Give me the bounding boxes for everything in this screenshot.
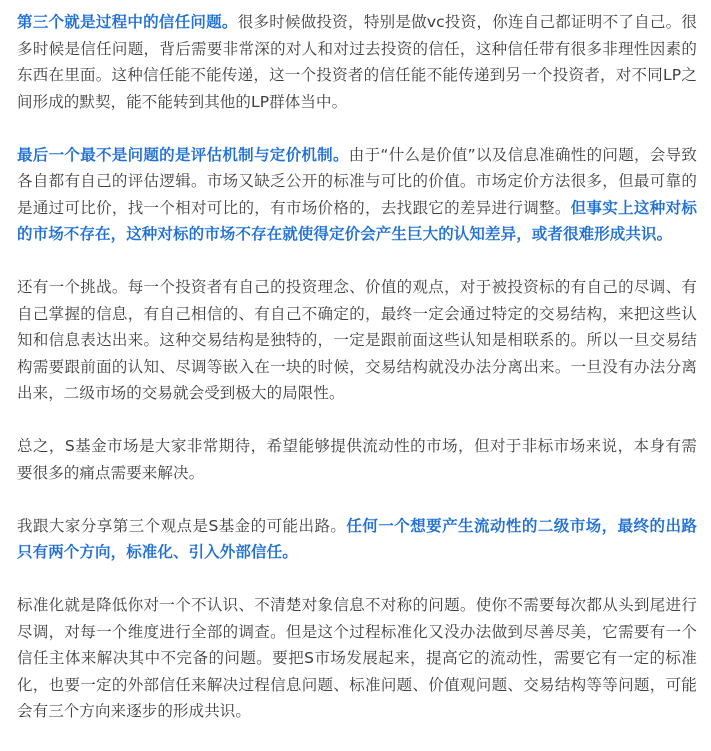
body-text: 总之，S基金市场是大家非常期待，希望能够提供流动性的市场，但对于非标市场来说，本身有需要很多的痛点需要来解决。 [17,437,697,482]
body-text: 由于“什么是价值”以及信息准确性的问题，会导致各自都有自己的评估逻辑。市场又缺乏公开的标准与可比的价值。市场定价方法很多，但最可靠的是通过可比价，找一个相对可比的，有市场价格的，去找跟它的差异进行调整。 [17,145,697,217]
body-text: 还有一个挑战。每一个投资者有自己的投资理念、价值的观点，对于被投资标的有自己的尽调、有自己掌握的信息，有自己相信的、有自己不确定的，最终一定会通过特定的交易结构，来把这些认知和信息表达出来。这种交易结构是独特的，一定是跟前面这些认知是相联系的。所以一旦交易结构需要跟前面的认知、尽调等嵌入在一块的时候，交易结构就没办法分离出来。一旦没有办法分离出来，二级市场的交易就会受到极大的局限性。 [17,278,697,402]
paragraph-another-challenge [17,274,697,407]
paragraph-third-viewpoint [17,513,697,566]
highlighted-text: 最后一个最不是问题的是评估机制与定价机制。 [17,145,349,164]
paragraph-trust-issue [17,9,697,115]
article-body [17,9,697,751]
highlighted-text: 第三个就是过程中的信任问题。 [17,13,238,31]
body-text: 我跟大家分享第三个观点是S基金的可能出路。 [17,516,347,535]
highlighted-text: 但事实上这种对标的市场不存在，这种对标的市场不存在就使得定价会产生巨大的认知差异，或者很难形成共识。 [17,198,697,243]
paragraph-summary [17,433,697,486]
paragraph-valuation-pricing [17,142,697,248]
body-text: 标准化就是降低你对一个不认识、不清楚对象信息不对称的问题。使你不需要每次都从头到尾进行尽调，对每一个维度进行全部的调查。但是这个过程标准化又没办法做到尽善尽美，它需要有一个信任主体来解决其中不完备的问题。要把S市场发展起来，提高它的流动性，需要它有一定的标准化，也要一定的外部信任来解决过程信息问题、标准问题、价值观问题、交易结构等等问题，可能会有三个方向来逐步的形成共识。 [17,596,697,720]
body-text: 很多时候做投资，特别是做vc投资，你连自己都证明不了自己。很多时候是信任问题，背后需要非常深的对人和对过去投资的信任，这种信任带有很多非理性因素的东西在里面。这种信任能不能传递，这一个投资者的信任能不能传递到另一个投资者，对不同LP之间形成的默契，能不能转到其他的LP群体当中。 [17,13,697,111]
paragraph-standardization [17,592,697,725]
highlighted-text: 任何一个想要产生流动性的二级市场，最终的出路只有两个方向，标准化、引入外部信任。 [17,516,697,561]
